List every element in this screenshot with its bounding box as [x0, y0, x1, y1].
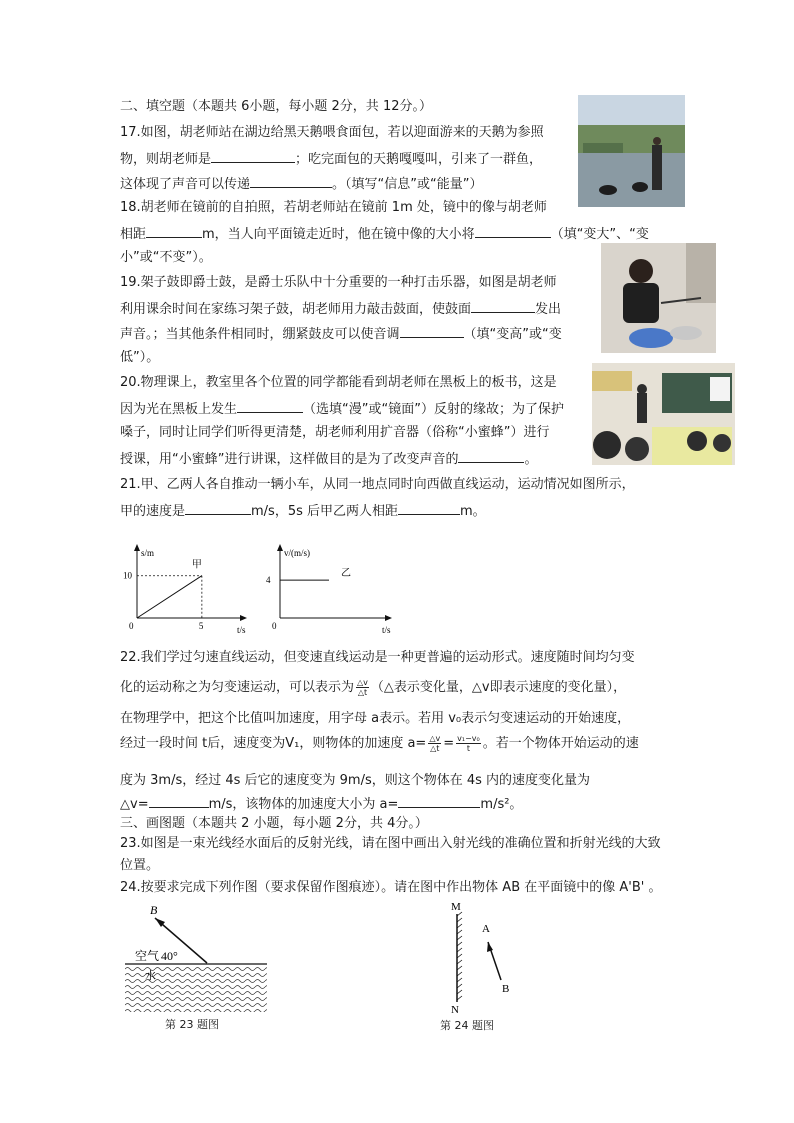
fraction-accel — [428, 734, 441, 753]
y-tick-label: 4 — [266, 575, 271, 586]
label-a: A — [482, 923, 490, 935]
q23-line-2: 位置。 — [120, 858, 160, 873]
q21-blank-2[interactable] — [398, 501, 460, 515]
q19-text: （填“变高”或“变 — [463, 327, 562, 342]
q19-blank-1[interactable] — [471, 299, 535, 313]
q17-blank-2[interactable] — [250, 174, 332, 188]
q22-text: m/s，该物体的加速度大小为 a= — [208, 797, 399, 812]
q22-line-1: 22.我们学过匀速直线运动，但变速直线运动是一种更普遍的运动形式。速度随时间均匀变 — [120, 650, 635, 665]
q22-line-5: 度为 3m/s，经过 4s 后它的速度变为 9m/s，则这个物体在 4s 内的速度变化量为 — [120, 773, 591, 788]
q21-line-2 — [120, 501, 486, 521]
y-axis-label: v/(m/s) — [284, 548, 310, 558]
section-heading-fill-blank: 二、填空题（本题共 6小题，每小题 2分，共 12分。） — [120, 99, 432, 114]
arrow-head-icon — [487, 942, 493, 952]
q18-line-2 — [120, 224, 649, 244]
q20-blank-1[interactable] — [237, 399, 303, 413]
q22-text: （△表示变化量，△v即表示速度的变化量）， — [370, 680, 627, 695]
q19-blank-2[interactable] — [400, 324, 464, 338]
fraction-v1-v0 — [456, 734, 481, 753]
x-axis-arrow-icon — [385, 615, 392, 621]
q23-line-1: 23.如图是一束光线经水面后的反射光线，请在图中画出入射光线的准确位置和折射光线的大致 — [120, 836, 661, 851]
photo-lake-swans — [578, 95, 685, 207]
label-m: M — [451, 901, 461, 913]
q20-text: 授课，用“小蜜蜂”进行讲课，这样做目的是为了改变声音的 — [120, 452, 459, 467]
q21-text: m/s，5s 后甲乙两人相距 — [251, 504, 399, 519]
equals-sign: = — [443, 736, 455, 751]
q24-line-1: 24.按要求完成下列作图（要求保留作图痕迹）。请在图中作出物体 AB 在平面镜中的像 A'B' 。 — [120, 880, 662, 895]
figure-24-caption: 第 24 题图 — [440, 1019, 494, 1032]
frac-numerator: v₁−v₀ — [457, 734, 480, 743]
label-water: 水 — [145, 970, 156, 982]
q17-line-3 — [120, 174, 482, 194]
q22-line-2 — [120, 678, 626, 697]
label-b: B — [150, 903, 158, 917]
q20-text: 。 — [524, 452, 538, 467]
q20-blank-2[interactable] — [458, 449, 524, 463]
q20-line-2 — [120, 399, 564, 419]
q22-text: △v= — [120, 797, 149, 812]
q20-line-4 — [120, 449, 538, 469]
label-angle: 40° — [161, 949, 178, 963]
q22-text: 。若一个物体开始运动的速 — [482, 736, 639, 751]
q22-blank-1[interactable] — [149, 794, 209, 808]
q20-text: 因为光在黑板上发生 — [120, 402, 238, 417]
series-label: 乙 — [341, 568, 351, 580]
fraction-dv-dt — [356, 678, 369, 697]
photo-drummer — [601, 243, 716, 353]
y-tick-label: 10 — [123, 570, 132, 581]
q21-blank-1[interactable] — [185, 501, 251, 515]
q17-text: 物，则胡老师是 — [120, 152, 212, 167]
x-axis-label: t/s — [382, 625, 391, 635]
q17-text: 。（填写“信息”或“能量”） — [332, 177, 483, 192]
y-axis-arrow-icon — [277, 544, 283, 551]
frac-numerator: △v — [357, 678, 368, 687]
q19-line-1: 19.架子鼓即爵士鼓，是爵士乐队中十分重要的一种打击乐器，如图是胡老师 — [120, 275, 557, 290]
figure-24[interactable] — [440, 898, 530, 1018]
q19-line-4: 低”）。 — [120, 350, 160, 365]
q18-line-3: 小”或“不变”）。 — [120, 250, 212, 265]
q18-blank-2[interactable] — [475, 224, 551, 238]
x-axis-label: t/s — [237, 625, 246, 635]
figure-23-caption: 第 23 题图 — [165, 1018, 219, 1031]
series-label: 甲 — [191, 559, 202, 571]
q18-text: m，当人向平面镜走近时，他在镜中像的大小将 — [202, 227, 475, 242]
origin-label: 0 — [129, 621, 134, 631]
q20-text: （选填“漫”或“镜面”）反射的缘故；为了保护 — [303, 402, 564, 417]
q18-line-1: 18.胡老师在镜前的自拍照，若胡老师站在镜前 1m 处，镜中的像与胡老师 — [120, 200, 547, 215]
q17-text: ；吃完面包的天鹅嘎嘎叫，引来了一群鱼， — [295, 152, 543, 167]
label-n: N — [451, 1004, 459, 1016]
q20-line-3: 嗓子，同时让同学们听得更清楚，胡老师利用扩音器（俗称“小蜜蜂”）进行 — [120, 425, 550, 440]
q18-blank-1[interactable] — [146, 224, 202, 238]
x-axis-arrow-icon — [240, 615, 247, 621]
frac-denominator: △t — [430, 744, 440, 753]
q21-text: m。 — [460, 504, 486, 519]
frac-denominator: △t — [357, 688, 368, 697]
q18-text: 相距 — [120, 227, 147, 242]
q17-blank-1[interactable] — [211, 149, 295, 163]
q22-line-4 — [120, 734, 639, 753]
q19-text: 利用课余时间在家练习架子鼓，胡老师用力敲击鼓面，使鼓面 — [120, 302, 472, 317]
graph-v-t — [265, 528, 400, 636]
q19-line-3 — [120, 324, 562, 344]
q17-line-1: 17.如图，胡老师站在湖边给黑天鹅喂食面包，若以迎面游来的天鹅为参照 — [120, 125, 544, 140]
y-axis-arrow-icon — [134, 544, 140, 551]
q17-line-2 — [120, 149, 542, 169]
q20-line-1: 20.物理课上，教室里各个位置的同学都能看到胡老师在黑板上的板书，这是 — [120, 375, 557, 390]
q21-line-1: 21.甲、乙两人各自推动一辆小车，从同一地点同时向西做直线运动，运动情况如图所示， — [120, 477, 635, 492]
frac-numerator: △v — [429, 734, 441, 743]
q22-text: 化的运动称之为匀变速运动，可以表示为 — [120, 680, 355, 695]
series-line — [137, 576, 202, 618]
q19-text: 发出 — [535, 302, 562, 317]
q22-blank-2[interactable] — [398, 794, 480, 808]
frac-denominator: t — [466, 744, 470, 753]
label-b: B — [502, 983, 510, 995]
graph-s-t — [115, 528, 260, 636]
y-axis-label: s/m — [141, 548, 155, 558]
q22-text: m/s²。 — [480, 797, 523, 812]
figure-23[interactable] — [115, 900, 275, 1015]
q21-text: 甲的速度是 — [120, 504, 186, 519]
q17-text: 这体现了声音可以传递 — [120, 177, 251, 192]
photo-classroom — [592, 363, 735, 465]
x-tick-label: 5 — [198, 621, 204, 631]
origin-label: 0 — [272, 621, 277, 631]
q22-line-6 — [120, 794, 522, 814]
q22-line-3: 在物理学中，把这个比值叫加速度，用字母 a表示。若用 v₀表示匀变速运动的开始速度， — [120, 711, 631, 726]
section-heading-drawing: 三、画图题（本题共 2 小题，每小题 2分，共 4分。） — [120, 816, 428, 831]
q19-text: 声音。；当其他条件相同时，绷紧鼓皮可以使音调 — [120, 327, 400, 342]
q22-text: 经过一段时间 t后，速度变为V₁，则物体的加速度 a= — [120, 736, 427, 751]
q18-text: （填“变大”、“变 — [550, 227, 649, 242]
label-air: 空气 — [135, 949, 160, 963]
q19-line-2 — [120, 299, 561, 319]
